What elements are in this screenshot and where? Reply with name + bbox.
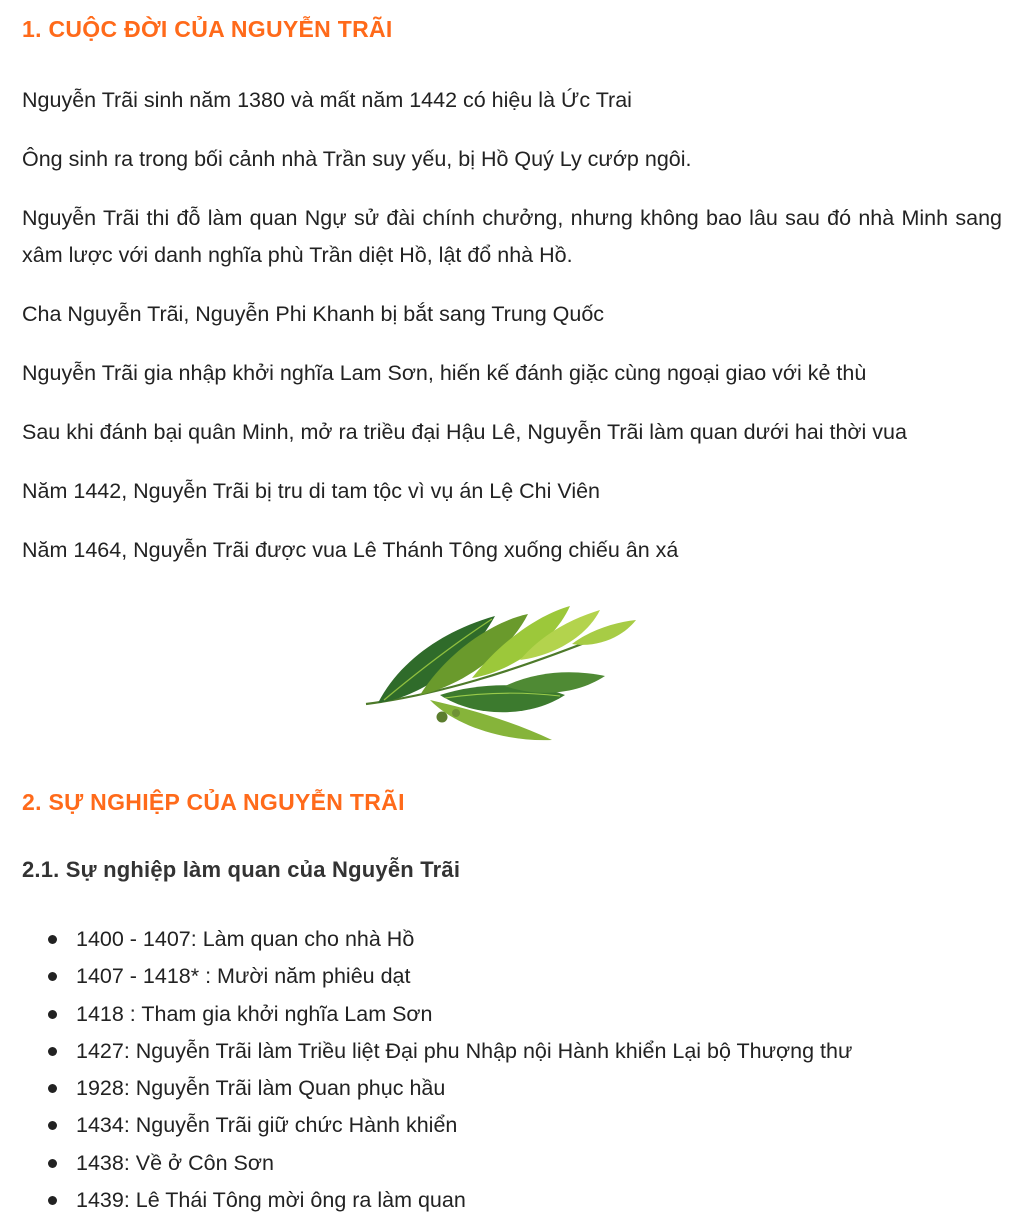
paragraph-exam: Nguyễn Trãi thi đỗ làm quan Ngự sử đài chính chưởng, nhưng không bao lâu sau đó nhà Minh sang xâm lược với danh nghĩa phù Trần diệt Hồ, lật đổ nhà Hồ. [22, 206, 1002, 267]
berry-small [452, 709, 460, 717]
bullet-icon [48, 1084, 57, 1093]
list-item-text: 1438: Về ở Côn Sơn [76, 1150, 274, 1175]
list-item [0, 1033, 1024, 1070]
subsection-2-1-title: 2.1. Sự nghiệp làm quan của Nguyễn Trãi [22, 857, 461, 882]
list-item [0, 1145, 1024, 1182]
list-item [0, 996, 1024, 1033]
paragraph-lam-son: Nguyễn Trãi gia nhập khởi nghĩa Lam Sơn, hiến kế đánh giặc cùng ngoại giao với kẻ thù [22, 361, 867, 385]
bullet-icon [48, 1159, 57, 1168]
paragraph-hau-le: Sau khi đánh bại quân Minh, mở ra triều đại Hậu Lê, Nguyễn Trãi làm quan dưới hai thời vua [22, 420, 907, 444]
list-item [0, 1070, 1024, 1107]
leaf-right-mid [505, 672, 605, 693]
list-item-text: 1434: Nguyễn Trãi giữ chức Hành khiển [76, 1113, 458, 1138]
bullet-icon [48, 1047, 57, 1056]
list-item-text: 1427: Nguyễn Trãi làm Triều liệt Đại phu Nhập nội Hành khiển Lại bộ Thượng thư [76, 1038, 853, 1063]
list-item-text: 1418 : Tham gia khởi nghĩa Lam Sơn [76, 1001, 433, 1026]
paragraph-father: Cha Nguyễn Trãi, Nguyễn Phi Khanh bị bắt sang Trung Quốc [22, 302, 605, 326]
list-item [0, 1107, 1024, 1144]
bullet-icon [48, 1010, 57, 1019]
paragraph-birth: Nguyễn Trãi sinh năm 1380 và mất năm 1442 có hiệu là Ức Trai [22, 88, 632, 112]
bullet-icon [48, 935, 57, 944]
bullet-icon [48, 1121, 57, 1130]
list-item [0, 958, 1024, 995]
list-item-text: 1407 - 1418* : Mười năm phiêu dạt [76, 964, 411, 989]
bullet-icon [48, 972, 57, 981]
paragraph-1442: Năm 1442, Nguyễn Trãi bị tru di tam tộc vì vụ án Lệ Chi Viên [22, 479, 601, 503]
berry [437, 712, 448, 723]
paragraph-context: Ông sinh ra trong bối cảnh nhà Trần suy yếu, bị Hồ Quý Ly cướp ngôi. [22, 147, 692, 171]
section-1-title: 1. CUỘC ĐỜI CỦA NGUYỄN TRÃI [22, 16, 393, 42]
section-2-title: 2. SỰ NGHIỆP CỦA NGUYỄN TRÃI [22, 789, 405, 815]
career-list [0, 921, 1024, 1219]
list-item [0, 1182, 1024, 1219]
list-item [0, 921, 1024, 958]
list-item-text: 1439: Lê Thái Tông mời ông ra làm quan [76, 1188, 466, 1213]
leaf-branch-icon [360, 600, 640, 745]
list-item-text: 1400 - 1407: Làm quan cho nhà Hồ [76, 927, 415, 951]
list-item-text: 1928: Nguyễn Trãi làm Quan phục hầu [76, 1076, 446, 1101]
bullet-icon [48, 1196, 57, 1205]
paragraph-1464: Năm 1464, Nguyễn Trãi được vua Lê Thánh Tông xuống chiếu ân xá [22, 538, 679, 562]
